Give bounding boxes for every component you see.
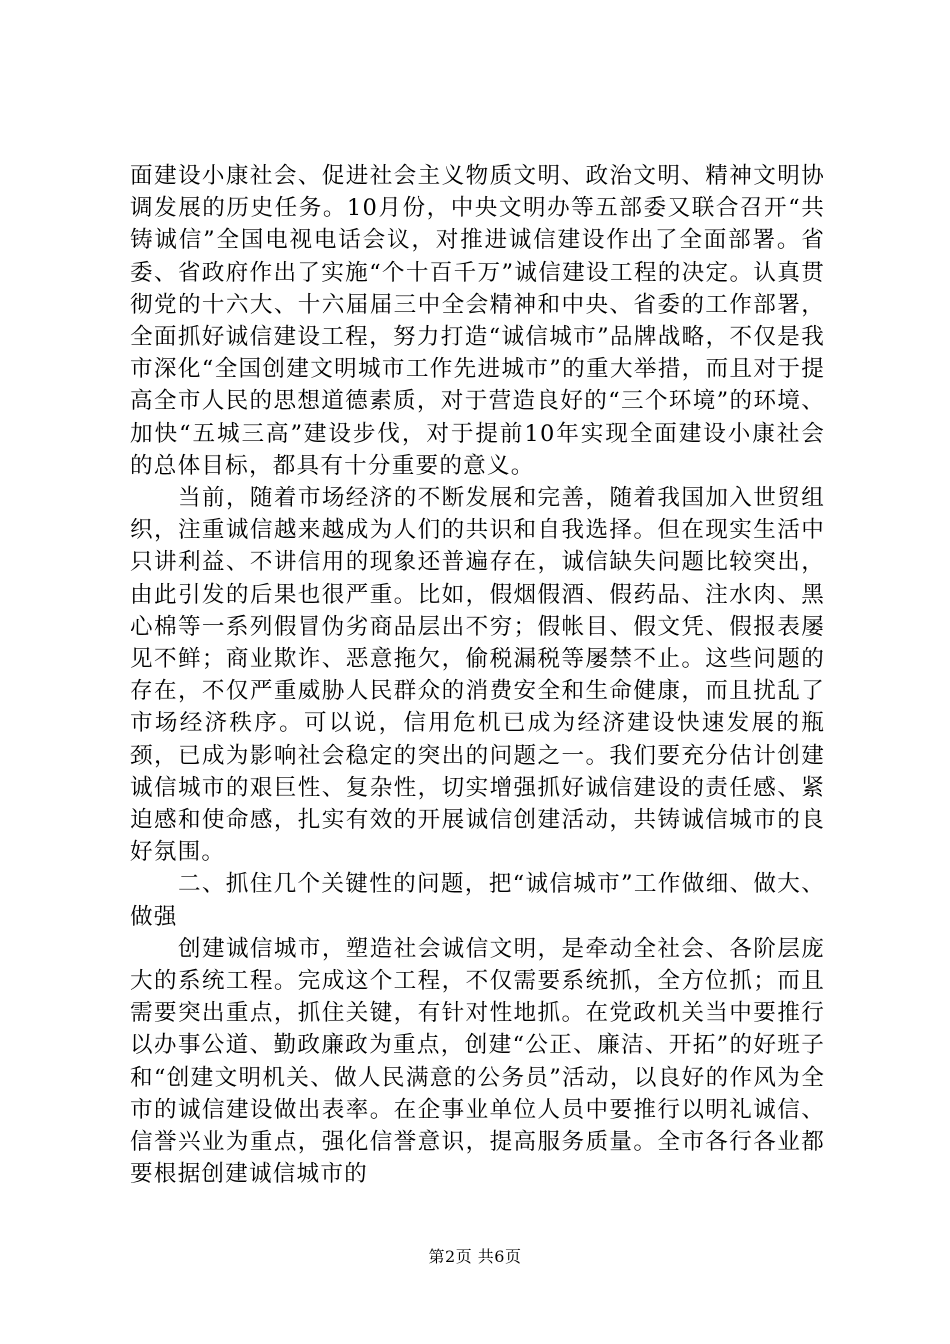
body-paragraph: 当前，随着市场经济的不断发展和完善，随着我国加入世贸组织，注重诚信越来越成为人们的共识和自我选择。但在现实生活中只讲利益、不讲信用的现象还普遍存在，诚信缺失问题比较突出，由此引发的后果也很严重。比如，假烟假酒、假药品、注水肉、黑心棉等一系列假冒伪劣商品层出不穷；假帐目、假文凭、假报表屡见不鲜；商业欺诈、恶意拖欠，偷税漏税等屡禁不止。这些问题的存在，不仅严重威胁人民群众的消费安全和生命健康，而且扰乱了市场经济秩序。可以说，信用危机已成为经济建设快速发展的瓶颈，已成为影响社会稳定的突出的问题之一。我们要充分估计创建诚信城市的艰巨性、复杂性，切实增强抓好诚信建设的责任感、紧迫感和使命感，扎实有效的开展诚信创建活动，共铸诚信城市的良好氛围。 — [130, 485, 825, 866]
page-number-footer: 第2页 共6页 — [428, 1247, 522, 1266]
body-paragraph: 面建设小康社会、促进社会主义物质文明、政治文明、精神文明协调发展的历史任务。10月份，中央文明办等五部委又联合召开“共铸诚信”全国电视电话会议，对推进诚信建设作出了全面部署。省委、省政府作出了实施“个十百千万”诚信建设工程的决定。认真贯彻党的十六大、十六届届三中全会精神和中央、省委的工作部署，全面抓好诚信建设工程，努力打造“诚信城市”品牌战略，不仅是我市深化“全国创建文明城市工作先进城市”的重大举措，而且对于提高全市人民的思想道德素质，对于营造良好的“三个环境”的环境、加快“五城三高”建设步伐，对于提前10年实现全面建设小康社会的总体目标，都具有十分重要的意义。 — [130, 163, 825, 479]
section-heading: 二、抓住几个关键性的问题，把“诚信城市”工作做细、做大、做强 — [130, 871, 825, 930]
body-paragraph: 创建诚信城市，塑造社会诚信文明，是牵动全社会、各阶层庞大的系统工程。完成这个工程，不仅需要系统抓，全方位抓；而且需要突出重点，抓住关键，有针对性地抓。在党政机关当中要推行以办事公道、勤政廉政为重点，创建“公正、廉洁、开拓”的好班子和“创建文明机关、做人民满意的公务员”活动，以良好的作风为全市的诚信建设做出表率。在企事业单位人员中要推行以明礼诚信、信誉兴业为重点，强化信誉意识，提高服务质量。全市各行各业都要根据创建诚信城市的 — [130, 935, 825, 1188]
document-body — [130, 160, 825, 1191]
